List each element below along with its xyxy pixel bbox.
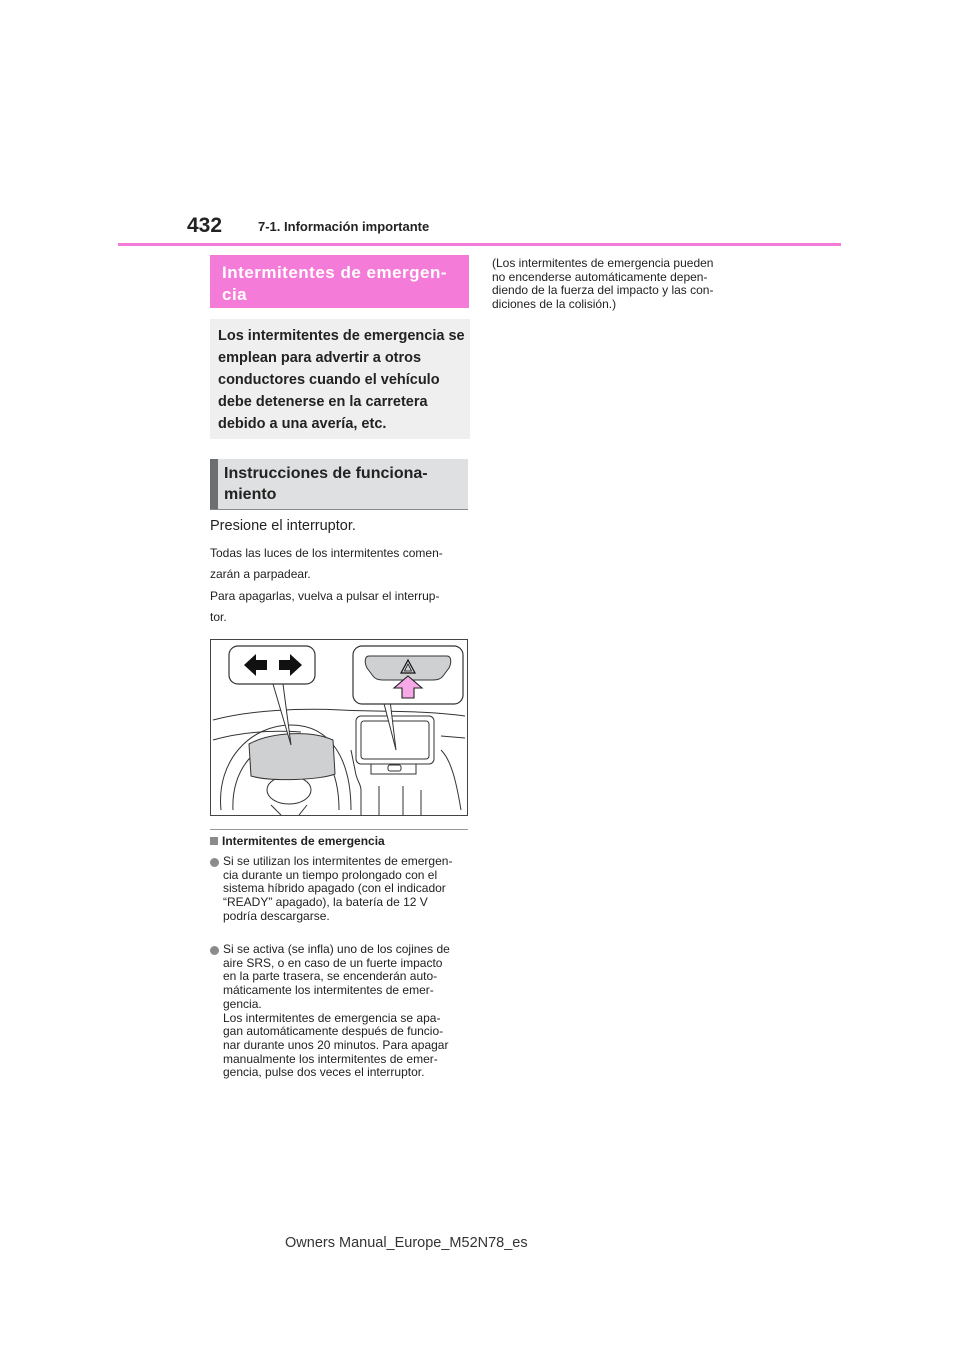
section-title: 7-1. Información importante [258, 219, 430, 234]
note-bullet-text: Si se activa (se infla) uno de los cojines de aire SRS, o en caso de un fuerte impacto en la parte trasera, se encenderán auto- máticamente los intermitentes de emer- gencia. Los intermitentes de emergencia se apa- gan automáticamente después de funcio- nar durante unos 20 minutos. Para apagar manualmente los intermitentes de emer- gencia, pulse dos veces el interruptor. [223, 942, 450, 1080]
note-bullet-1 [210, 855, 472, 935]
console [379, 786, 403, 815]
turn-signals-callout [229, 646, 315, 684]
door-line [441, 750, 461, 810]
square-bullet-icon [210, 837, 218, 845]
note-bullet-2 [210, 943, 472, 1113]
steering-hub [267, 776, 311, 804]
paragraph-1: Todas las luces de los intermitentes comen- zarán a parpadear. [210, 546, 443, 581]
intro-text: Los intermitentes de emergencia se emplean para advertir a otros conductores cuando el vehículo debe detenerse en la carretera debido a una avería, etc. [218, 328, 465, 432]
operation-heading-rule [210, 509, 468, 510]
notes-heading [210, 834, 385, 848]
dashboard-drawing [211, 640, 467, 815]
notes-heading-text: Intermitentes de emergencia [222, 834, 385, 848]
bullet-dot-icon [210, 946, 219, 955]
instrument-cluster [249, 734, 335, 780]
steering-spoke [271, 805, 307, 815]
operation-heading: Instrucciones de funciona- miento [224, 465, 428, 503]
header-rule [118, 243, 841, 246]
bullet-dot-icon [210, 858, 219, 867]
page-number: 432 [187, 214, 223, 237]
console [361, 790, 421, 815]
dashboard-illustration [210, 639, 468, 816]
right-column-text: (Los intermitentes de emergencia pueden no encenderse automáticamente depen- diendo de la fuerza del impacto y las con- diciones de la colisión.) [492, 256, 714, 312]
note-bullet-text: Si se utilizan los intermitentes de emergen- cia durante un tiempo prolongado con el sistema híbrido apagado (con el indicador “READY” apagado), la batería de 12 V podría descargarse. [223, 854, 453, 923]
dash-line [441, 736, 465, 738]
notes-rule [210, 829, 468, 830]
paragraph-2: Para apagarlas, vuelva a pulsar el interrup- tor. [210, 589, 440, 624]
step-text: Presione el interruptor. [210, 518, 356, 534]
hazard-heading: Intermitentes de emergen- cia [222, 263, 448, 304]
footer-doc-id: Owners Manual_Europe_M52N78_es [285, 1235, 528, 1251]
hazard-switch-small [388, 765, 401, 771]
